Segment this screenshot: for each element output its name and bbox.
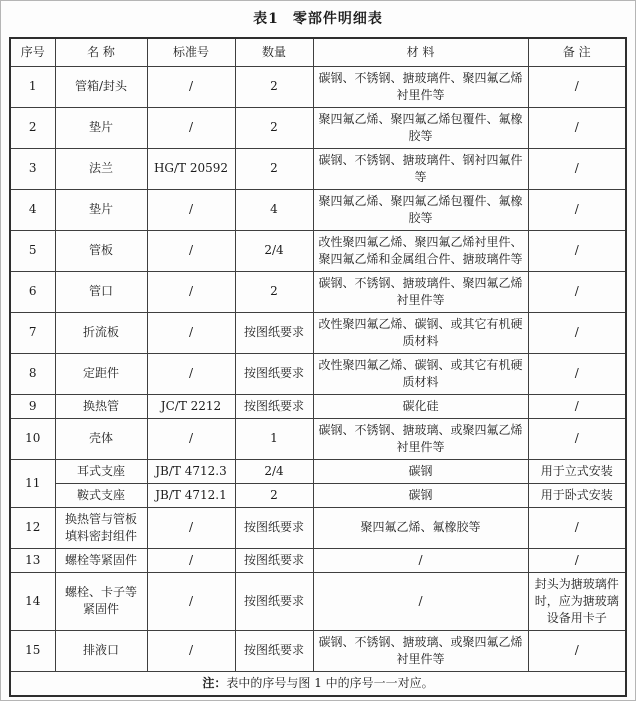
cell-material: 改性聚四氟乙烯、碳钢、或其它有机硬质材料 <box>313 312 528 353</box>
cell-quantity: 按图纸要求 <box>235 312 313 353</box>
cell-remark: 封头为搪玻璃件时，应为搪玻璃设备用卡子 <box>528 572 626 630</box>
parts-table-header <box>10 38 626 66</box>
cell-remark: / <box>528 189 626 230</box>
cell-quantity: 按图纸要求 <box>235 548 313 572</box>
cell-material: 碳钢 <box>313 483 528 507</box>
table-row-14 <box>10 572 626 630</box>
cell-name: 换热管与管板填料密封组件 <box>55 507 147 548</box>
cell-quantity: 1 <box>235 418 313 459</box>
cell-quantity: 2 <box>235 148 313 189</box>
header-standard: 标准号 <box>147 38 235 66</box>
cell-remark: 用于立式安装 <box>528 459 626 483</box>
cell-quantity: 2 <box>235 483 313 507</box>
cell-standard: / <box>147 271 235 312</box>
table-row-11b <box>10 483 626 507</box>
cell-name: 鞍式支座 <box>55 483 147 507</box>
cell-name: 垫片 <box>55 107 147 148</box>
cell-material: 碳钢、不锈钢、搪玻璃件、聚四氟乙烯衬里件等 <box>313 271 528 312</box>
table-title-text: 零部件明细表 <box>292 11 383 27</box>
cell-material: / <box>313 572 528 630</box>
cell-quantity: 按图纸要求 <box>235 353 313 394</box>
note-prefix: 注： <box>202 675 227 690</box>
table-row-7 <box>10 312 626 353</box>
cell-no: 6 <box>10 271 55 312</box>
cell-material: 碳钢、不锈钢、搪玻璃、或聚四氟乙烯衬里件等 <box>313 630 528 671</box>
table-row-3 <box>10 148 626 189</box>
cell-name: 换热管 <box>55 394 147 418</box>
cell-quantity: 按图纸要求 <box>235 630 313 671</box>
cell-quantity: 4 <box>235 189 313 230</box>
table-row-9 <box>10 394 626 418</box>
table-title <box>1 1 635 28</box>
cell-material: 碳化硅 <box>313 394 528 418</box>
header-name: 名 称 <box>55 38 147 66</box>
cell-standard: / <box>147 189 235 230</box>
cell-name: 管口 <box>55 271 147 312</box>
cell-material: 聚四氟乙烯、聚四氟乙烯包覆件、氟橡胶等 <box>313 107 528 148</box>
cell-quantity: 按图纸要求 <box>235 507 313 548</box>
header-row <box>10 38 626 66</box>
cell-standard: / <box>147 66 235 107</box>
cell-no: 13 <box>10 548 55 572</box>
cell-remark: / <box>528 548 626 572</box>
cell-material: 聚四氟乙烯、聚四氟乙烯包覆件、氟橡胶等 <box>313 189 528 230</box>
cell-no: 4 <box>10 189 55 230</box>
table-row-5 <box>10 230 626 271</box>
cell-name: 螺栓等紧固件 <box>55 548 147 572</box>
cell-material: 碳钢、不锈钢、搪玻璃件、钢衬四氟件等 <box>313 148 528 189</box>
cell-name: 垫片 <box>55 189 147 230</box>
cell-remark: / <box>528 394 626 418</box>
cell-no: 15 <box>10 630 55 671</box>
cell-no: 7 <box>10 312 55 353</box>
header-quantity: 数量 <box>235 38 313 66</box>
table-row-4 <box>10 189 626 230</box>
cell-material: 聚四氟乙烯、氟橡胶等 <box>313 507 528 548</box>
cell-standard: / <box>147 312 235 353</box>
cell-remark: / <box>528 630 626 671</box>
cell-remark: / <box>528 148 626 189</box>
table-row-8 <box>10 353 626 394</box>
cell-standard: / <box>147 353 235 394</box>
cell-no: 2 <box>10 107 55 148</box>
cell-quantity: 按图纸要求 <box>235 394 313 418</box>
cell-remark: / <box>528 107 626 148</box>
cell-quantity: 2/4 <box>235 230 313 271</box>
table-title-number: 表1 <box>253 11 279 27</box>
cell-remark: / <box>528 230 626 271</box>
parts-table-footer <box>10 671 626 696</box>
cell-name: 管箱/封头 <box>55 66 147 107</box>
cell-standard: JB/T 4712.1 <box>147 483 235 507</box>
cell-name: 折流板 <box>55 312 147 353</box>
cell-remark: / <box>528 507 626 548</box>
cell-quantity: 2/4 <box>235 459 313 483</box>
cell-no: 3 <box>10 148 55 189</box>
cell-standard: HG/T 20592 <box>147 148 235 189</box>
cell-no: 9 <box>10 394 55 418</box>
table-row-2 <box>10 107 626 148</box>
cell-remark: 用于卧式安装 <box>528 483 626 507</box>
cell-name: 螺栓、卡子等紧固件 <box>55 572 147 630</box>
cell-no: 12 <box>10 507 55 548</box>
note-text: 表中的序号与图 1 中的序号一一对应。 <box>226 675 434 690</box>
cell-material: 改性聚四氟乙烯、碳钢、或其它有机硬质材料 <box>313 353 528 394</box>
parts-table <box>9 37 627 697</box>
cell-standard: JC/T 2212 <box>147 394 235 418</box>
cell-no: 5 <box>10 230 55 271</box>
table-row-15 <box>10 630 626 671</box>
table-row-1 <box>10 66 626 107</box>
cell-standard: / <box>147 548 235 572</box>
cell-material: 碳钢、不锈钢、搪玻璃件、聚四氟乙烯衬里件等 <box>313 66 528 107</box>
cell-name: 管板 <box>55 230 147 271</box>
header-remark: 备 注 <box>528 38 626 66</box>
cell-no: 1 <box>10 66 55 107</box>
cell-remark: / <box>528 353 626 394</box>
table-row-13 <box>10 548 626 572</box>
cell-quantity: 按图纸要求 <box>235 572 313 630</box>
cell-standard: / <box>147 507 235 548</box>
table-row-12 <box>10 507 626 548</box>
cell-no: 14 <box>10 572 55 630</box>
cell-name: 法兰 <box>55 148 147 189</box>
cell-remark: / <box>528 271 626 312</box>
table-row-10 <box>10 418 626 459</box>
cell-material: 改性聚四氟乙烯、聚四氟乙烯衬里件、聚四氟乙烯和金属组合件、搪玻璃件等 <box>313 230 528 271</box>
table-note <box>10 671 626 696</box>
cell-name: 耳式支座 <box>55 459 147 483</box>
cell-no: 8 <box>10 353 55 394</box>
cell-standard: / <box>147 230 235 271</box>
cell-standard: / <box>147 418 235 459</box>
header-no: 序号 <box>10 38 55 66</box>
cell-standard: / <box>147 107 235 148</box>
cell-material: / <box>313 548 528 572</box>
note-row <box>10 671 626 696</box>
cell-material: 碳钢、不锈钢、搪玻璃、或聚四氟乙烯衬里件等 <box>313 418 528 459</box>
cell-quantity: 2 <box>235 66 313 107</box>
cell-name: 壳体 <box>55 418 147 459</box>
cell-no: 10 <box>10 418 55 459</box>
table-row-6 <box>10 271 626 312</box>
cell-no: 11 <box>10 459 55 507</box>
cell-quantity: 2 <box>235 107 313 148</box>
cell-remark: / <box>528 418 626 459</box>
cell-name: 定距件 <box>55 353 147 394</box>
cell-material: 碳钢 <box>313 459 528 483</box>
cell-standard: / <box>147 630 235 671</box>
cell-name: 排液口 <box>55 630 147 671</box>
table-row-11a <box>10 459 626 483</box>
cell-standard: / <box>147 572 235 630</box>
cell-quantity: 2 <box>235 271 313 312</box>
parts-table-body <box>10 66 626 671</box>
cell-remark: / <box>528 312 626 353</box>
header-material: 材 料 <box>313 38 528 66</box>
cell-standard: JB/T 4712.3 <box>147 459 235 483</box>
cell-remark: / <box>528 66 626 107</box>
